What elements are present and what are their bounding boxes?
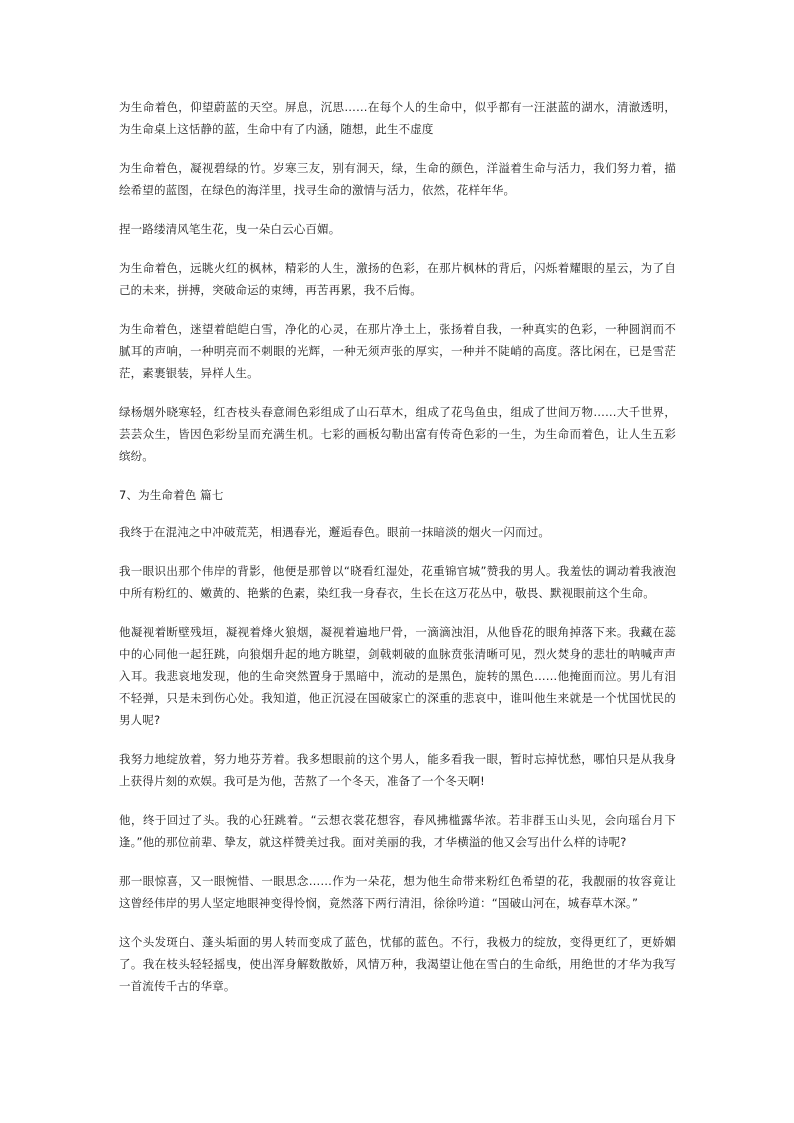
paragraph-spring-encounter: 我终于在混沌之中冲破荒芜，相遇春光，邂逅春色。眼前一抹暗淡的烟火一闪而过。 (119, 525, 551, 539)
paragraph-breeze-line: 捏一路缕清风笔生花，曳一朵白云心百媚。 (119, 222, 341, 236)
paragraph-green-bamboo: 为生命着色，凝视碧绿的竹。岁寒三友，别有洞天，绿，生命的颜色，洋溢着生命与活力，我们努力着，描绘希望的蓝图，在绿色的海洋里，找寻生命的激情与活力，依然，花样年华。 (119, 161, 676, 197)
paragraph-glance: 那一眼惊喜，又一眼惋惜、一眼思念……作为一朵花，想为他生命带来粉红色希望的花，我靓丽的妆容竟让这曾经伟岸的男人坚定地眼神变得怜悯，竟然落下两行清泪，徐徐吟道：“国破山河在，城春草木深。” (119, 874, 676, 910)
paragraph-turn-around: 他，终于回过了头。我的心狂跳着。“云想衣裳花想容，春风拂槛露华浓。若非群玉山头见，会向瑶台月下逢。”他的那位前辈、挚友，就这样赞美过我。面对美丽的我，才华横溢的他又会写出什么样的诗呢? (119, 813, 676, 849)
paragraph-blooming: 我努力地绽放着，努力地芬芳着。我多想眼前的这个男人，能多看我一眼，暂时忘掉忧愁，哪怕只是从我身上获得片刻的欢娱。我可是为他，苦熬了一个冬天，准备了一个冬天啊! (119, 752, 676, 788)
paragraph-blue-man: 这个头发斑白、蓬头垢面的男人转而变成了蓝色，忧郁的蓝色。不行，我极力的绽放，变得更红了，更娇媚了。我在枝头轻轻摇曳，使出浑身解数散娇，风情万种，我渴望让他在雪白的生命纸，用绝世的才华为我写一首流传千古的华章。 (119, 935, 676, 993)
paragraph-blue-sky: 为生命着色，仰望蔚蓝的天空。屏息，沉思……在每个人的生命中，似乎都有一汪湛蓝的湖水，清澈透明，为生命桌上这恬静的蓝，生命中有了内涵，随想，此生不虚度 (119, 100, 676, 136)
paragraph-colorful-world: 绿杨烟外晓寒轻，红杏枝头春意闹色彩组成了山石草木，组成了花鸟鱼虫，组成了世间万物……大千世界，芸芸众生，皆因色彩纷呈而充满生机。七彩的画板勾勒出富有传奇色彩的一生，为生命而着色，让人生五彩缤纷。 (119, 405, 676, 463)
paragraph-red-maple: 为生命着色，远眺火红的枫林，精彩的人生，激扬的色彩，在那片枫林的背后，闪烁着耀眼的星云，为了自己的未来，拼搏，突破命运的束缚，再苦再累，我不后悔。 (119, 261, 676, 297)
paragraph-tall-figure: 我一眼识出那个伟岸的背影，他便是那曾以“晓看红湿处，花重锦官城”赞我的男人。我羞怯的调动着我液泡中所有粉红的、嫩黄的、艳紫的色素，染红我一身春衣，生长在这万花丛中，敬畏、默视眼前这个生命。 (119, 564, 676, 600)
document-body (119, 96, 676, 1014)
paragraph-white-snow: 为生命着色，迷望着皑皑白雪，净化的心灵，在那片净土上，张扬着自我，一种真实的色彩，一种圆润而不腻耳的声响，一种明亮而不刺眼的光辉，一种无须声张的厚实，一种并不陡峭的高度。落比闲在，已是雪茫茫，素裹银装，异样人生。 (119, 322, 676, 380)
paragraph-ruins: 他凝视着断壁残垣，凝视着烽火狼烟，凝视着遍地尸骨，一滴滴浊泪，从他昏花的眼角掉落下来。我藏在蕊中的心同他一起狂跳，向狼烟升起的地方眺望，剑戟刺破的血脉贲张清晰可见，烈火焚身的悲壮的呐喊声声入耳。我悲哀地发现，他的生命突然置身于黑暗中，流动的是黑色，旋转的黑色……他掩面而泣。男儿有泪不轻弹，只是未到伤心处。我知道，他正沉浸在国破家亡的深重的悲哀中，谁叫他生来就是一个忧国忧民的男人呢? (119, 625, 676, 727)
section-heading-seven: 7、为生命着色 篇七 (119, 488, 224, 502)
